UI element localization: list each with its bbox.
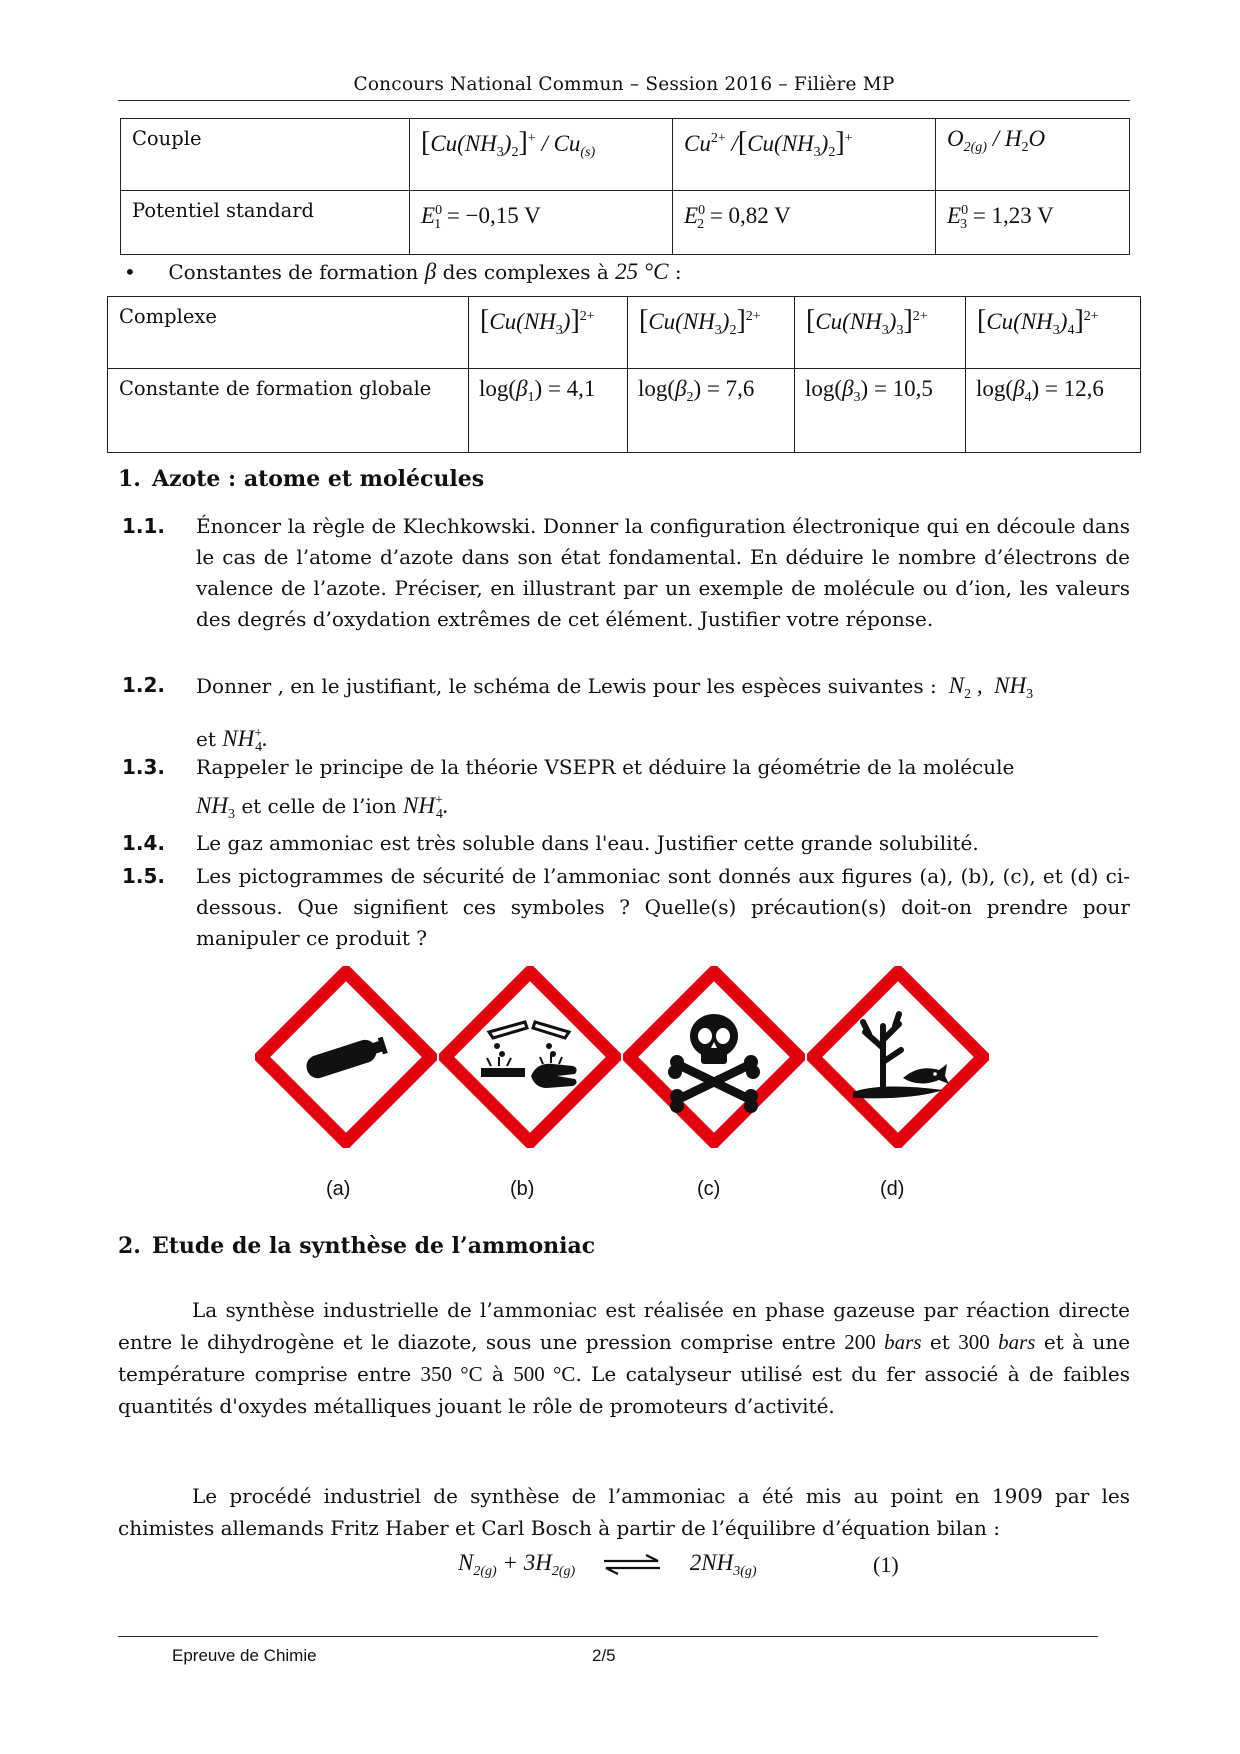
potentials-table-row-label — [121, 191, 410, 255]
toxic-skull-pictogram-icon — [623, 966, 805, 1148]
couple-2: $Cu^{2+}$ $/[Cu(NH_3)_2]^+$ — [673, 119, 936, 191]
formula-nh4-ion: $NH^+_4$. — [403, 793, 449, 822]
section-2-title: 2. Etude de la synthèse de l’ammoniac — [118, 1233, 596, 1259]
figure-label-d: (d) — [880, 1178, 905, 1200]
log-beta-1: $\log(\beta_1) = 4,1$ — [469, 369, 628, 453]
potential-1: $E^0_1 = -0,15$ V — [410, 191, 673, 255]
log-beta-3: $\log(\beta_3) = 10,5$ — [795, 369, 966, 453]
question-1-1: 1.1. Énoncer la règle de Klechkowski. Donner la configuration électronique qui en découle dans le cas de l’atome d’azote dans son état fondamental. En déduire le nombre d’électrons de valence de l’azote. Préciser, en illustrant par un exemple de molécule ou d’ion, les valeurs des degrés d’oxydation extrêmes de cet élément. Justifier votre réponse. — [122, 514, 1130, 631]
potential-label: Potentiel standard — [132, 199, 314, 222]
couple-label: Couple — [132, 127, 202, 150]
formula-n2: $N_2$ , $NH_3$ — [943, 673, 1034, 702]
section-1-title: 1. Azote : atome et molécules — [118, 466, 485, 492]
formula-nh3: $NH_3$ — [196, 793, 235, 822]
formula-nh4: $NH^+_4$. — [222, 726, 268, 755]
footer-page-number: 2/5 — [592, 1646, 616, 1665]
formation-constants-intro: • Constantes de formation β des complexes à 25 °C : — [124, 259, 682, 284]
potentials-table-header-cell — [121, 119, 410, 191]
bullet-dot: • — [124, 260, 136, 284]
couple-1: $[Cu(NH_3)_2]^+ / Cu_{(s)}$ — [410, 119, 673, 191]
log-beta-4: $\log(\beta_4) = 12,6$ — [966, 369, 1141, 453]
figure-label-a: (a) — [326, 1178, 351, 1200]
complexes-table — [107, 296, 1141, 453]
gas-cylinder-pictogram-icon — [255, 966, 437, 1148]
equilibrium-arrows-icon — [600, 1553, 664, 1575]
footer-exam-name: Epreuve de Chimie — [172, 1646, 317, 1665]
equilibrium-equation: $N_{2(g)} + 3H_{2(g)}$ $2NH_{3(g)}$ — [458, 1550, 757, 1579]
environment-hazard-pictogram-icon — [807, 966, 989, 1148]
couple-3: $O_{2(g)} / H_2O$ — [936, 119, 1130, 191]
question-1-4: 1.4. Le gaz ammoniac est très soluble dans l'eau. Justifier cette grande solubilité. — [122, 831, 979, 855]
potential-2: $E^0_2 = 0,82$ V — [673, 191, 936, 255]
complexes-table-row-label — [108, 369, 469, 453]
complex-2: $[Cu(NH_3)_2]^{2+}$ — [628, 297, 795, 369]
footer-rule — [118, 1636, 1098, 1637]
complex-3: $[Cu(NH_3)_3]^{2+}$ — [795, 297, 966, 369]
header-rule — [118, 100, 1130, 101]
figure-label-b: (b) — [510, 1178, 535, 1200]
synthesis-paragraph: La synthèse industrielle de l’ammoniac est réalisée en phase gazeuse par réaction directe entre le dihydrogène et le diazote, sous une pression comprise entre 200 bars et 300 bars et à une température comprise entre 350 °C à 500 °C. Le catalyseur utilisé est du fer associé à de faibles quantités d'oxydes métalliques jouant le rôle de promoteurs d’activité. — [118, 1298, 1131, 1418]
equation-number: (1) — [873, 1552, 899, 1577]
complex-label: Complexe — [119, 305, 217, 328]
question-1-2: 1.2. Donner , en le justifiant, le schéma de Lewis pour les espèces suivantes : $N_2$ , $NH_3$ et $NH^+_4$. — [122, 673, 1034, 755]
header-title: Concours National Commun – Session 2016 – Filière MP — [353, 74, 895, 95]
safety-pictograms — [255, 966, 995, 1148]
potentials-table — [120, 118, 1130, 255]
formation-constant-label: Constante de formation globale — [119, 377, 432, 400]
question-1-3: 1.3. Rappeler le principe de la théorie VSEPR et déduire la géométrie de la molécule $NH_3$ et celle de l’ion $NH^+_4$. — [122, 755, 1015, 822]
haber-bosch-paragraph: Le procédé industriel de synthèse de l’ammoniac a été mis au point en 1909 par les chimistes allemands Fritz Haber et Carl Bosch à partir de l’équilibre d’équation bilan : — [118, 1484, 1130, 1540]
complexes-table-header-cell — [108, 297, 469, 369]
corrosive-pictogram-icon — [439, 966, 621, 1148]
question-1-5: 1.5. Les pictogrammes de sécurité de l’ammoniac sont donnés aux figures (a), (b), (c), et (d) ci-dessous. Que signifient ces symboles ? Quelle(s) précaution(s) doit-on prendre pour manipuler ce produit ? — [122, 864, 1130, 950]
potential-3: $E^0_3 = 1,23$ V — [936, 191, 1130, 255]
complex-4: $[Cu(NH_3)_4]^{2+}$ — [966, 297, 1141, 369]
complex-1: $[Cu(NH_3)]^{2+}$ — [469, 297, 628, 369]
figure-label-c: (c) — [697, 1178, 721, 1200]
log-beta-2: $\log(\beta_2) = 7,6$ — [628, 369, 795, 453]
